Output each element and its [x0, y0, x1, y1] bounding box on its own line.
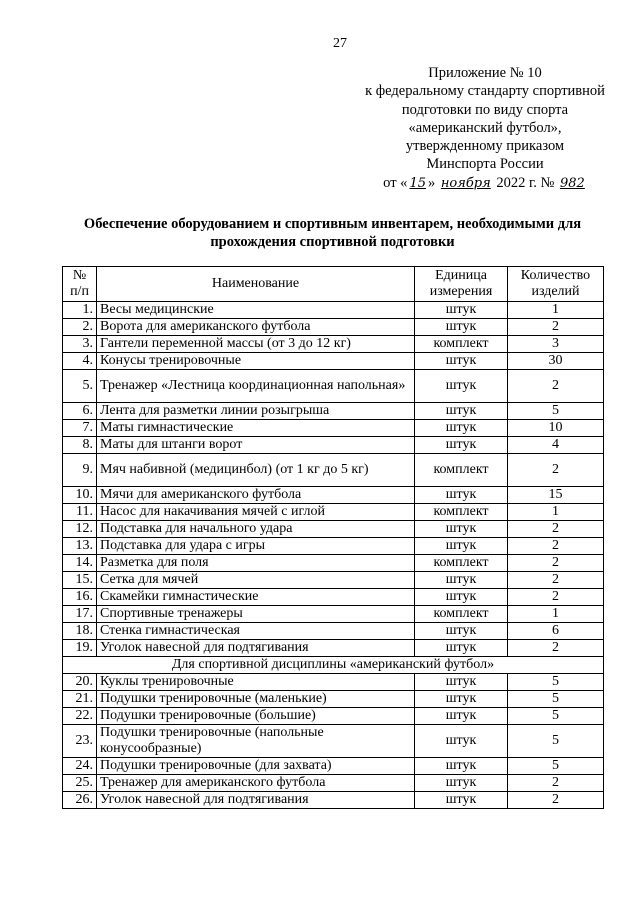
row-qty: 5 — [508, 758, 604, 775]
row-number: 12. — [63, 521, 97, 538]
row-name: Насос для накачивания мячей с иглой — [97, 504, 415, 521]
row-name: Мячи для американского футбола — [97, 487, 415, 504]
table-row — [63, 758, 604, 775]
row-number: 4. — [63, 353, 97, 370]
row-number: 7. — [63, 420, 97, 437]
row-qty: 15 — [508, 487, 604, 504]
row-number: 19. — [63, 640, 97, 657]
row-unit: штук — [415, 353, 508, 370]
appendix-line: утвержденному приказом — [405, 138, 565, 155]
row-qty: 2 — [508, 319, 604, 336]
row-qty: 2 — [508, 572, 604, 589]
row-number: 6. — [63, 403, 97, 420]
handwritten-order-number: 982 — [560, 175, 585, 191]
table-row — [63, 353, 604, 370]
table-row — [63, 454, 604, 487]
row-unit: штук — [415, 708, 508, 725]
table-row — [63, 708, 604, 725]
appendix-line: Минспорта России — [426, 156, 544, 173]
table-row — [63, 504, 604, 521]
row-qty: 5 — [508, 708, 604, 725]
row-name: Маты для штанги ворот — [97, 437, 415, 454]
table-row — [63, 437, 604, 454]
row-qty: 2 — [508, 775, 604, 792]
section-row — [63, 657, 604, 674]
row-name: Гантели переменной массы (от 3 до 12 кг) — [97, 336, 415, 353]
row-number: 10. — [63, 487, 97, 504]
row-unit: штук — [415, 302, 508, 319]
row-unit: штук — [415, 538, 508, 555]
row-number: 23. — [63, 725, 97, 758]
table-row — [63, 691, 604, 708]
section-title: Для спортивной дисциплины «американский футбол» — [63, 657, 604, 674]
row-number: 14. — [63, 555, 97, 572]
row-name: Подушки тренировочные (маленькие) — [97, 691, 415, 708]
date-prefix: от « — [383, 174, 408, 191]
row-number: 13. — [63, 538, 97, 555]
table-row — [63, 521, 604, 538]
row-name: Куклы тренировочные — [97, 674, 415, 691]
appendix-line: к федеральному стандарту спортивной — [365, 83, 605, 100]
table-row — [63, 538, 604, 555]
row-unit: штук — [415, 370, 508, 403]
table-row — [63, 487, 604, 504]
row-name: Мяч набивной (медицинбол) (от 1 кг до 5 кг) — [97, 454, 415, 487]
row-unit: штук — [415, 521, 508, 538]
row-qty: 6 — [508, 623, 604, 640]
row-name: Подушки тренировочные (для захвата) — [97, 758, 415, 775]
appendix-header — [340, 64, 630, 193]
row-number: 25. — [63, 775, 97, 792]
row-name: Подушки тренировочные (большие) — [97, 708, 415, 725]
row-unit: штук — [415, 674, 508, 691]
row-number: 3. — [63, 336, 97, 353]
appendix-line: Приложение № 10 — [428, 65, 542, 81]
row-qty: 2 — [508, 370, 604, 403]
table-row — [63, 606, 604, 623]
table-row — [63, 725, 604, 758]
row-qty: 4 — [508, 437, 604, 454]
row-name: Подставка для удара с игры — [97, 538, 415, 555]
row-unit: штук — [415, 403, 508, 420]
row-number: 1. — [63, 302, 97, 319]
row-number: 21. — [63, 691, 97, 708]
table-header-row — [63, 267, 604, 302]
row-unit: комплект — [415, 555, 508, 572]
row-name: Весы медицинские — [97, 302, 415, 319]
row-unit: штук — [415, 792, 508, 809]
row-qty: 5 — [508, 725, 604, 758]
row-name: Тренажер «Лестница координационная напольная» — [97, 370, 415, 403]
table-row — [63, 589, 604, 606]
table-row — [63, 420, 604, 437]
row-name: Скамейки гимнастические — [97, 589, 415, 606]
handwritten-month: ноября — [440, 175, 491, 191]
row-unit: штук — [415, 758, 508, 775]
row-name: Лента для разметки линии розыгрыша — [97, 403, 415, 420]
row-name: Конусы тренировочные — [97, 353, 415, 370]
header-num: № п/п — [63, 267, 97, 302]
row-qty: 2 — [508, 454, 604, 487]
table-row — [63, 370, 604, 403]
row-number: 2. — [63, 319, 97, 336]
row-number: 24. — [63, 758, 97, 775]
row-qty: 2 — [508, 640, 604, 657]
row-qty: 2 — [508, 521, 604, 538]
appendix-line: подготовки по виду спорта — [401, 101, 569, 118]
row-number: 9. — [63, 454, 97, 487]
row-qty: 1 — [508, 504, 604, 521]
row-qty: 5 — [508, 403, 604, 420]
row-name: Уголок навесной для подтягивания — [97, 792, 415, 809]
row-number: 22. — [63, 708, 97, 725]
row-number: 15. — [63, 572, 97, 589]
header-qty: Количество изделий — [508, 267, 604, 302]
row-qty: 2 — [508, 589, 604, 606]
row-unit: комплект — [415, 454, 508, 487]
row-unit: штук — [415, 691, 508, 708]
row-name: Стенка гимнастическая — [97, 623, 415, 640]
row-name: Сетка для мячей — [97, 572, 415, 589]
document-title: Обеспечение оборудованием и спортивным инвентарем, необходимыми для прохождения спортивной подготовки — [83, 216, 582, 250]
row-name: Тренажер для американского футбола — [97, 775, 415, 792]
table-row — [63, 302, 604, 319]
table-row — [63, 775, 604, 792]
row-unit: штук — [415, 775, 508, 792]
row-qty: 1 — [508, 302, 604, 319]
page-number: 27 — [333, 36, 347, 51]
row-number: 20. — [63, 674, 97, 691]
row-unit: штук — [415, 420, 508, 437]
row-qty: 30 — [508, 353, 604, 370]
row-unit: штук — [415, 319, 508, 336]
row-unit: штук — [415, 487, 508, 504]
row-unit: комплект — [415, 504, 508, 521]
row-name: Спортивные тренажеры — [97, 606, 415, 623]
table-row — [63, 623, 604, 640]
row-number: 8. — [63, 437, 97, 454]
row-unit: штук — [415, 437, 508, 454]
table-row — [63, 674, 604, 691]
table-row — [63, 572, 604, 589]
row-qty: 10 — [508, 420, 604, 437]
row-number: 26. — [63, 792, 97, 809]
row-unit: комплект — [415, 336, 508, 353]
row-unit: штук — [415, 640, 508, 657]
year-text: 2022 г. № — [496, 174, 555, 191]
row-name: Уголок навесной для подтягивания — [97, 640, 415, 657]
order-date-line — [340, 174, 630, 193]
row-qty: 2 — [508, 555, 604, 572]
row-unit: штук — [415, 725, 508, 758]
row-name: Ворота для американского футбола — [97, 319, 415, 336]
row-qty: 1 — [508, 606, 604, 623]
table-row — [63, 640, 604, 657]
table-row — [63, 555, 604, 572]
row-qty: 5 — [508, 691, 604, 708]
row-qty: 5 — [508, 674, 604, 691]
row-qty: 2 — [508, 538, 604, 555]
row-number: 16. — [63, 589, 97, 606]
table-row — [63, 336, 604, 353]
header-name: Наименование — [97, 267, 415, 302]
row-name: Маты гимнастические — [97, 420, 415, 437]
date-mid: » — [427, 174, 436, 191]
appendix-line: «американский футбол», — [408, 119, 562, 136]
row-number: 11. — [63, 504, 97, 521]
row-unit: комплект — [415, 606, 508, 623]
handwritten-day: 15 — [409, 175, 426, 191]
row-unit: штук — [415, 589, 508, 606]
row-number: 17. — [63, 606, 97, 623]
row-name: Подставка для начального удара — [97, 521, 415, 538]
header-unit: Единица измерения — [415, 267, 508, 302]
table-row — [63, 319, 604, 336]
row-qty: 3 — [508, 336, 604, 353]
row-number: 5. — [63, 370, 97, 403]
equipment-table — [62, 266, 604, 809]
row-name: Разметка для поля — [97, 555, 415, 572]
row-qty: 2 — [508, 792, 604, 809]
row-unit: штук — [415, 623, 508, 640]
row-name: Подушки тренировочные (напольные конусообразные) — [97, 725, 415, 758]
row-number: 18. — [63, 623, 97, 640]
table-row — [63, 403, 604, 420]
row-unit: штук — [415, 572, 508, 589]
table-row — [63, 792, 604, 809]
